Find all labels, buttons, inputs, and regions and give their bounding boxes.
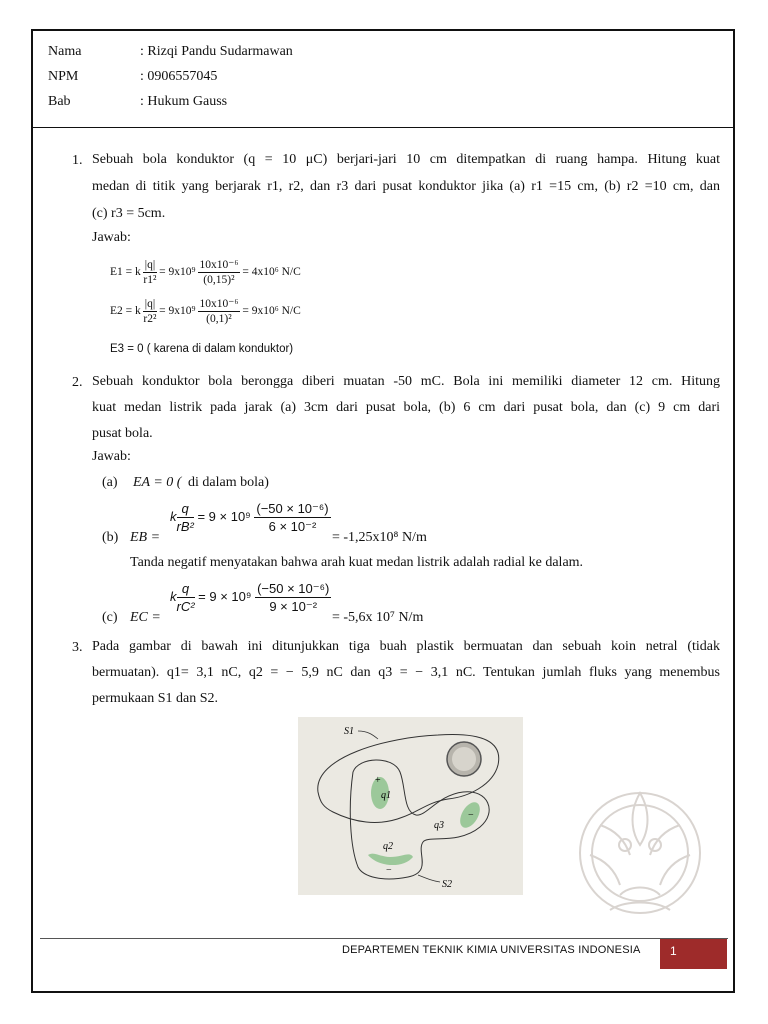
s2-leader: [418, 875, 440, 882]
answer-c-formula: [170, 580, 331, 615]
equation-e2: [110, 297, 301, 326]
c-frac2-num: (−50 × 10⁻⁶): [257, 581, 330, 596]
question-1-number: 1.: [72, 153, 83, 168]
question-2-line-1: Sebuah konduktor bola berongga diberi muatan -50 mC. Bola ini memiliki diameter 12 cm. Hitung: [92, 374, 720, 389]
e1-frac2-num: 10x10⁻⁶: [199, 259, 239, 271]
question-1-line-3: (c) r3 = 5cm.: [92, 206, 166, 221]
e1-lhs: E1 = k: [110, 266, 141, 279]
e2-mid: = 9x10⁹: [159, 305, 196, 318]
e2-frac2-den: (0,1)²: [206, 313, 232, 325]
e1-mid: = 9x10⁹: [159, 266, 196, 279]
charge-q2: [368, 854, 413, 865]
b-k: k: [170, 508, 177, 524]
header-value-npm: : 0906557045: [140, 69, 218, 84]
equation-e1: [110, 258, 301, 287]
answer-b-label: (b): [102, 530, 119, 545]
e1-result: = 4x10⁶ N/C: [242, 266, 301, 279]
answer-b-lhs: EB =: [130, 530, 161, 545]
e1-frac2-den: (0,15)²: [203, 274, 235, 286]
b-frac-num: q: [177, 500, 194, 518]
label-q1: q1: [381, 790, 391, 801]
sign-q3: −: [468, 810, 474, 821]
figure-svg: [298, 717, 523, 895]
c-frac2-den: 9 × 10⁻²: [269, 599, 318, 614]
b-frac-den: rB²: [176, 519, 194, 534]
question-3-line-2: bermuatan). q1= 3,1 nC, q2 = − 5,9 nC dan q3 = − 3,1 nC. Tentukan jumlah fluks yang menembus: [92, 665, 720, 680]
e2-frac2-num: 10x10⁻⁶: [199, 298, 239, 310]
university-logo-watermark-icon: [560, 775, 720, 935]
answer-a-label: (a): [102, 475, 118, 490]
page-number-badge: 1: [660, 939, 727, 969]
label-q3: q3: [434, 820, 444, 831]
e2-frac-num: |q|: [144, 298, 156, 310]
answer-b-result: = -1,25x10⁸ N/m: [332, 530, 427, 545]
label-s2: S2: [442, 879, 452, 890]
question-1-line-2: medan di titik yang berjarak r1, r2, dan r3 dari pusat konduktor jika (a) r1 =15 cm, (b) r2 =10 cm, dan: [92, 179, 720, 194]
question-3-line-1: Pada gambar di bawah ini ditunjukkan tiga buah plastik bermuatan dan sebuah koin netral (tidak: [92, 639, 720, 654]
header-label-nama: Nama: [48, 44, 82, 59]
header-label-npm: NPM: [48, 69, 79, 84]
b-frac2-den: 6 × 10⁻²: [268, 519, 317, 534]
b-frac2-num: (−50 × 10⁻⁶): [256, 501, 329, 516]
s1-leader: [358, 731, 378, 739]
question-2-number: 2.: [72, 375, 83, 390]
footer-divider: [40, 938, 728, 939]
question-3-number: 3.: [72, 640, 83, 655]
footer-department: DEPARTEMEN TEKNIK KIMIA UNIVERSITAS INDONESIA: [342, 944, 641, 956]
label-s1: S1: [344, 726, 354, 737]
header-label-bab: Bab: [48, 94, 71, 109]
coin-inner: [452, 747, 476, 771]
question-2-line-2: kuat medan listrik pada jarak (a) 3cm dari pusat bola, (b) 6 cm dari pusat bola, dan (c) 9 cm dari: [92, 400, 720, 415]
e2-result: = 9x10⁶ N/C: [242, 305, 301, 318]
question-1-jawab: Jawab:: [92, 230, 131, 245]
question-3-line-3: permukaan S1 dan S2.: [92, 691, 218, 706]
answer-a-eq: EA = 0 (: [133, 475, 182, 490]
question-2-jawab: Jawab:: [92, 449, 131, 464]
answer-a-note: di dalam bola): [188, 475, 269, 490]
sign-q2: −: [386, 865, 392, 876]
header-value-nama: : Rizqi Pandu Sudarmawan: [140, 44, 293, 59]
label-q2: q2: [383, 841, 393, 852]
c-k: k: [170, 588, 177, 604]
e1-frac-den: r1²: [143, 274, 157, 286]
sign-q1: +: [375, 775, 381, 786]
question-2-line-3: pusat bola.: [92, 426, 153, 441]
answer-c-label: (c): [102, 610, 118, 625]
header-value-bab: : Hukum Gauss: [140, 94, 228, 109]
gauss-surface-figure: [298, 717, 523, 895]
c-frac-den: rC²: [176, 599, 195, 614]
answer-b-note: Tanda negatif menyatakan bahwa arah kuat medan listrik adalah radial ke dalam.: [130, 555, 584, 570]
e2-frac-den: r2²: [143, 313, 157, 325]
c-frac-num: q: [177, 580, 195, 598]
equation-e3: E3 = 0 ( karena di dalam konduktor): [110, 343, 294, 355]
header-divider: [33, 127, 733, 128]
b-mid: = 9 × 10⁹: [197, 508, 251, 524]
e2-lhs: E2 = k: [110, 305, 141, 318]
question-1-line-1: Sebuah bola konduktor (q = 10 μC) berjari-jari 10 cm ditempatkan di ruang hampa. Hitung kuat: [92, 152, 720, 167]
e1-frac-num: |q|: [144, 259, 156, 271]
c-mid: = 9 × 10⁹: [198, 588, 252, 604]
answer-c-result: = -5,6x 10⁷ N/m: [332, 610, 424, 625]
answer-b-formula: [170, 500, 331, 535]
answer-c-lhs: EC =: [130, 610, 161, 625]
